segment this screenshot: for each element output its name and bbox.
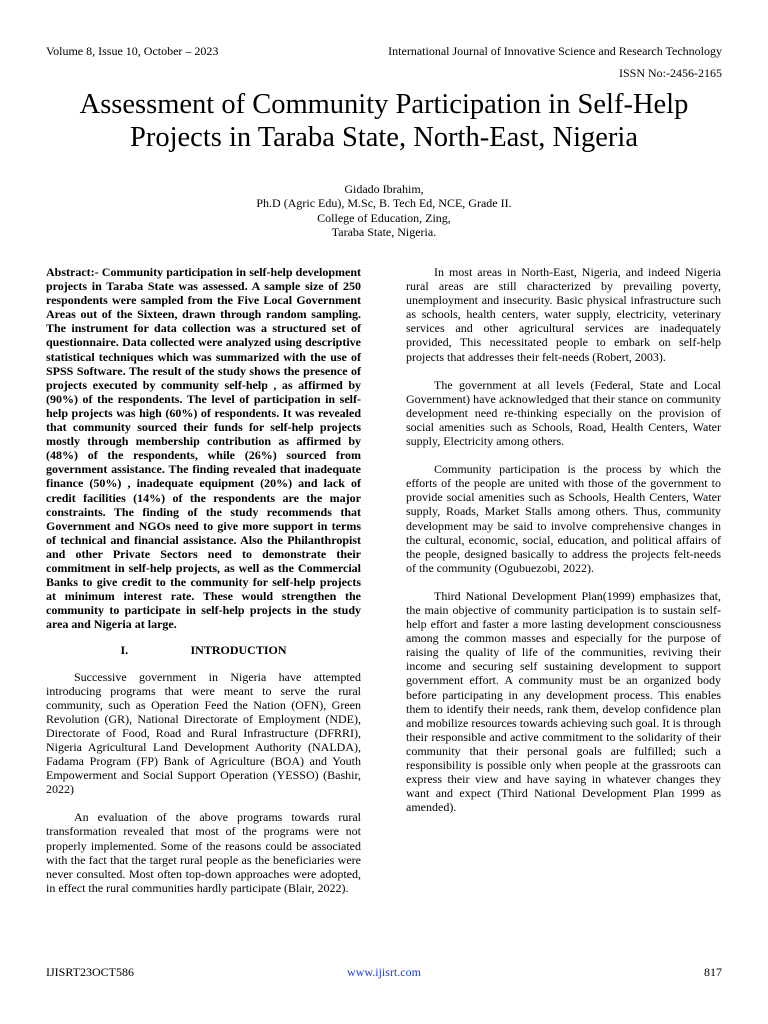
body-paragraph: Successive government in Nigeria have attempted introducing programs that were meant to serve the rural community, such as Operation Feed the Nation (OFN), Green Revolution (GR), National Directorate of Employment (NDE), Directorate of Food, Road and Rural Infrastructure (DFRRI), Nigeria Agricultural Land Development Authority (NALDA), Fadama Program (FP) Bank of Agriculture (BOA) and Youth Empowerment and Social Support Operation (YESSO) (Bashir, 2022) bbox=[46, 669, 361, 797]
author-name: Gidado Ibrahim, bbox=[344, 182, 424, 196]
page-number: 817 bbox=[704, 965, 722, 979]
body-paragraph: In most areas in North-East, Nigeria, and indeed Nigeria rural areas are still characterized by prevailing poverty, unemployment and insecurity. Basic physical infrastructure such as schools, health centers, water supply, electricity, veterinary services and other agricultural services are inadequately provided, This necessitated people to embark on self-help projects that addresses their felt-needs (Robert, 2003). bbox=[406, 265, 721, 364]
issn: ISSN No:-2456-2165 bbox=[618, 66, 722, 80]
left-column bbox=[46, 265, 361, 895]
body-paragraph: Community participation is the process by which the efforts of the people are united with those of the government to provide social amenities such as Schools, Health Centers, Water supply, Roads, Market Stalls among others. Thus, community development may be said to involve comprehensive changes in the cultural, economic, social, education, and political affairs of the people, designed basically to address the projects felt-needs of the community (Ogubuezobi, 2022). bbox=[406, 462, 721, 575]
body-paragraph: The government at all levels (Federal, State and Local Government) have acknowledged that their stance on community development need re-thinking especially on the provision of social amenities such as Schools, Road, Health Centers, Water supply, Electricity among others. bbox=[406, 377, 721, 449]
abstract: Abstract:- Community participation in self-help development projects in Taraba State was assessed. A sample size of 250 respondents were sampled from the Five Local Government Areas out of the Sixteen, drawn through random sampling. The instrument for data collection was a structured set of questionnaire. Data collected were analyzed using descriptive statistical techniques which was summarized with the use of SPSS Software. The result of the study shows the presence of projects executed by community self-help , as affirmed by (90%) of the respondents. The level of participation in self-help projects was high (60%) of respondents. It was revealed that community sourced their funds for self-help projects mostly through membership contribution as affirmed by (48%) of the respondents, while (26%) sourced from government assistance. The finding revealed that inadequate finance (50%) , inadequate equipment (20%) and lack of credit facilities (14%) of the respondents are the major constraints. The finding of the study recommends that Government and NGOs need to give more support in terms of technical and financial assistance. Also the Philanthropist and other Private Sectors need to demonstrate their commitment in self-help projects, as well as the Commercial Banks to give credit to the community for self-help projects at minimum interest rate. These would strengthen the community to participate in self-help projects in the study area and Nigeria at large. bbox=[46, 265, 361, 632]
author-institution: College of Education, Zing, bbox=[317, 210, 451, 225]
paper-id: IJISRT23OCT586 bbox=[46, 965, 134, 979]
website-link[interactable]: www.ijisrt.com bbox=[347, 965, 421, 979]
journal-name: International Journal of Innovative Science and Research Technology bbox=[388, 44, 722, 58]
body-paragraph: An evaluation of the above programs towards rural transformation revealed that most of the programs were not properly implemented. Some of the reasons could be associated with the fact that the target rural people as the beneficiaries were never consulted. Most often top-down approaches were adopted, in effect the rural communities hardly participate (Blair, 2022). bbox=[46, 810, 361, 895]
section-heading bbox=[46, 643, 361, 657]
author-location: Taraba State, Nigeria. bbox=[331, 225, 437, 240]
section-number: I. bbox=[120, 643, 129, 658]
author-block bbox=[0, 182, 768, 240]
volume-info: Volume 8, Issue 10, October – 2023 bbox=[46, 44, 219, 58]
section-title: INTRODUCTION bbox=[190, 643, 287, 658]
paper-title: Assessment of Community Participation in Self-Help Projects in Taraba State, North-East, Nigeria bbox=[79, 89, 689, 153]
body-paragraph: Third National Development Plan(1999) emphasizes that, the main objective of community participation is to sustain self-help effort and faster a more lasting development consciousness among the common masses and especially for the purpose of raising the quality of life of the communities, reviving their income and securing self sustaining development to support government effort. A community must be an organized body before participating in any development process. This enables them to identify their needs, rank them, develop confidence plan and mobilize resources towards achieving such goal. It is through their responsible and active commitment to the solidarity of their community that their personal goals are fulfilled; such a responsibility is possible only when people at the grassroots can express their view and have saying in whatever changes they want and expect (Third National Development Plan 1999 as amended). bbox=[406, 588, 721, 815]
author-degrees: Ph.D (Agric Edu), M.Sc, B. Tech Ed, NCE, Grade II. bbox=[256, 196, 512, 211]
right-column bbox=[406, 265, 721, 814]
